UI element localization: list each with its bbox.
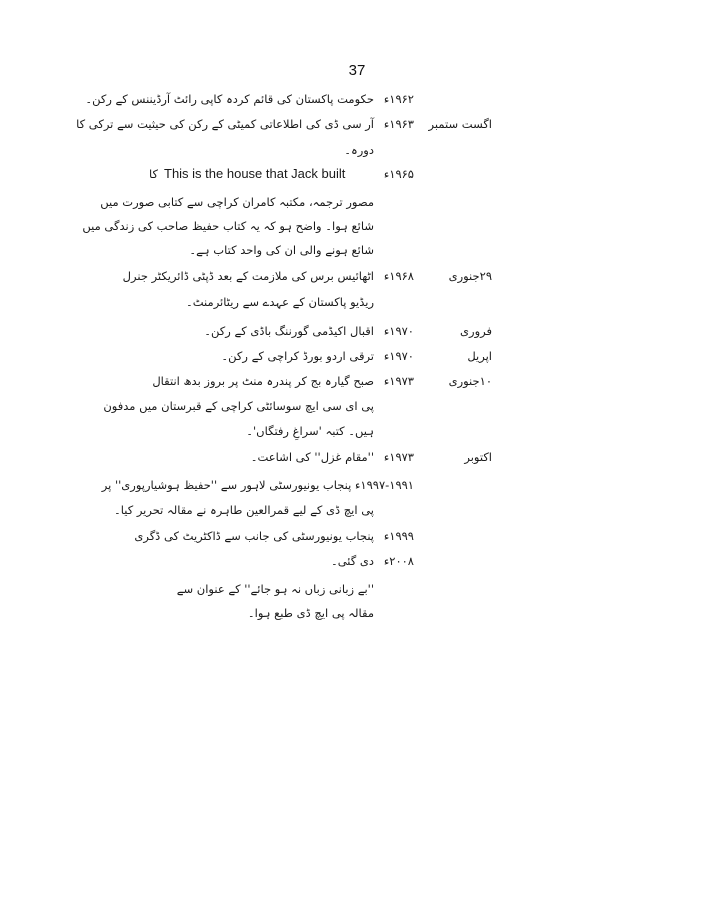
entry-text-line: شائع ہوا۔ واضح ہو کہ یہ کتاب حفیظ صاحب کی زندگی میں bbox=[82, 219, 374, 233]
entry-date: اکتوبر bbox=[464, 450, 492, 464]
entry-date: ۲۹جنوری bbox=[448, 269, 492, 283]
english-book-title: This is the house that Jack built bbox=[164, 166, 346, 181]
entry-year: ۱۹۷۳ء bbox=[383, 450, 414, 464]
entry-text-line: ترقی اردو بورڈ کراچی کے رکن۔ bbox=[221, 349, 374, 363]
entry-year: ۱۹۷۳ء bbox=[383, 374, 414, 388]
entry-text-line: پی ایچ ڈی کے لیے قمرالعین طاہرہ نے مقالہ تحریر کیا۔ bbox=[113, 503, 374, 517]
entry-date: اگست ستمبر bbox=[428, 117, 492, 131]
entry-year: ۱۹۶۵ء bbox=[383, 167, 414, 181]
entry-text-line: پنجاب یونیورسٹی کی جانب سے ڈاکٹریٹ کی ڈگری bbox=[134, 529, 374, 543]
entry-year: ۱۹۹۹ء bbox=[383, 529, 414, 543]
entry-text-line: آر سی ڈی کی اطلاعاتی کمیٹی کے رکن کی حیثیت سے ترکی کا bbox=[76, 117, 374, 131]
entry-text-line: ہیں۔ کتبہ 'سراغِ رفتگاں'۔ bbox=[246, 424, 374, 438]
entry-text-line: ریڈیو پاکستان کے عہدے سے ریٹائرمنٹ۔ bbox=[186, 295, 374, 309]
entry-year: ۲۰۰۸ء bbox=[383, 554, 414, 568]
entry-text-line: شائع ہونے والی ان کی واحد کتاب ہے۔ bbox=[189, 243, 374, 257]
entry-date: فروری bbox=[460, 324, 492, 338]
entry-text-line: صبح گیارہ بج کر پندرہ منٹ پر بروز بدھ انتقال bbox=[152, 374, 374, 388]
page-number: 37 bbox=[348, 62, 366, 79]
entry-year: ۱۹۶۸ء bbox=[383, 269, 414, 283]
entry-year: ۱۹۷۰ء bbox=[383, 324, 414, 338]
entry-text-line: مصور ترجمہ، مکتبہ کامران کراچی سے کتابی صورت میں bbox=[100, 195, 374, 209]
entry-year: ۱۹۶۲ء bbox=[383, 92, 414, 106]
entry-text-line: حکومت پاکستان کی قائم کردہ کاپی رائٹ آرڈیننس کے رکن۔ bbox=[85, 92, 374, 106]
entry-year: ۱۹۷۰ء bbox=[383, 349, 414, 363]
entry-date: ۱۰جنوری bbox=[448, 374, 492, 388]
entry-date: اپریل bbox=[467, 349, 492, 363]
entry-text-line: دورہ۔ bbox=[344, 143, 374, 157]
entry-text-line: دی گئی۔ bbox=[330, 554, 374, 568]
entry-text-line: اقبال اکیڈمی گورننگ باڈی کے رکن۔ bbox=[204, 324, 374, 338]
entry-text-line: ''مقام غزل'' کی اشاعت۔ bbox=[250, 450, 374, 464]
entry-text-line: مقالہ پی ایچ ڈی طبع ہوا۔ bbox=[247, 606, 374, 620]
latin-suffix: کا bbox=[149, 167, 158, 181]
entry-year: ۱۹۶۳ء bbox=[383, 117, 414, 131]
entry-text-line: ۱۹۹۷-۱۹۹۱ء پنجاب یونیورسٹی لاہور سے ''حفیظ ہوشیارپوری'' پر bbox=[101, 478, 414, 492]
entry-text-line: پی ای سی ایچ سوسائٹی کراچی کے قبرستان میں مدفون bbox=[103, 399, 374, 413]
entry-text-line: ''بے زبانی زباں نہ ہو جائے'' کے عنوان سے bbox=[176, 582, 374, 596]
entry-text-line: اٹھائیس برس کی ملازمت کے بعد ڈپٹی ڈائریکٹر جنرل bbox=[122, 269, 374, 283]
